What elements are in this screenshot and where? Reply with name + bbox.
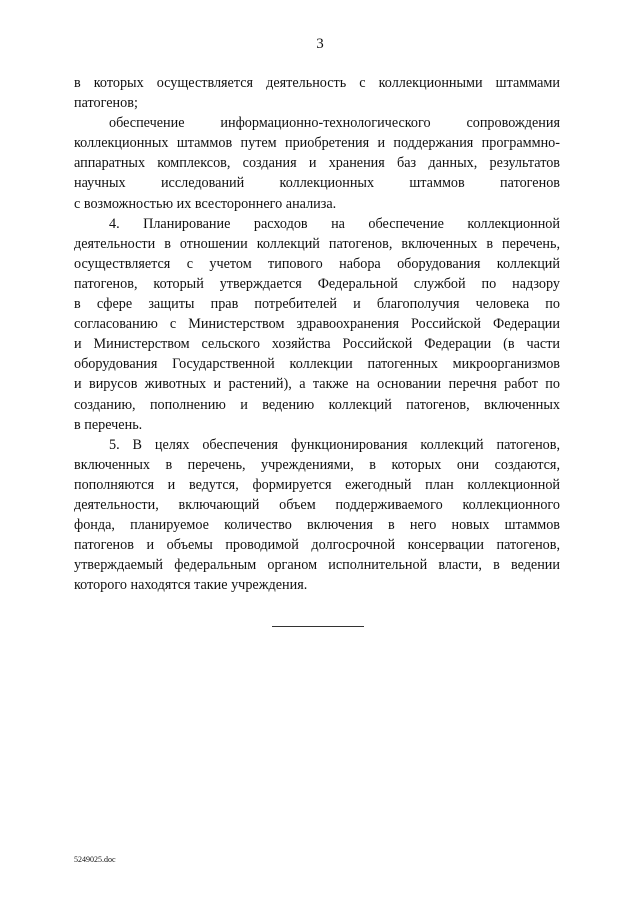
text-line: деятельности, включающий объем поддерживаемого коллекционного [74,496,560,513]
text-line: деятельности в отношении коллекций патогенов, включенных в перечень, [74,235,560,252]
text-line: научных исследований коллекционных штаммов патогенов [74,175,560,192]
paragraph-continuation [74,73,560,113]
file-code: 5249025.doc [74,855,116,864]
text-line: патогенов и объемы проводимой долгосрочной консервации патогенов, [74,537,560,554]
text-line: аппаратных комплексов, создания и хранения баз данных, результатов [74,155,560,172]
text-line: коллекционных штаммов путем приобретения и поддержания программно- [74,135,560,152]
text-line: в перечень. [74,416,143,433]
text-line: пополняются и ведутся, формируется ежегодный план коллекционной [74,476,560,493]
text-line: патогенов; [74,95,138,112]
text-line: 5. В целях обеспечения функционирования коллекций патогенов, [109,436,560,453]
text-line: фонда, планируемое количество включения в него новых штаммов [74,517,560,534]
text-line: согласованию с Министерством здравоохранения Российской Федерации [74,316,560,333]
text-line: обеспечение информационно-технологического сопровождения [109,115,560,132]
text-line: в сфере защиты прав потребителей и благополучия человека по [74,296,560,313]
text-line: утверждаемый федеральным органом исполнительной власти, в ведении [74,557,560,574]
text-line: патогенов, который утверждается Федеральной службой по надзору [74,275,560,292]
text-line: в которых осуществляется деятельность с коллекционными штаммами [74,75,560,91]
text-line: включенных в перечень, учреждениями, в которых они создаются, [74,456,560,473]
text-line: которого находятся такие учреждения. [74,577,308,594]
text-line: и Министерством сельского хозяйства Российской Федерации (в части [74,336,560,353]
page-number: 3 [316,36,324,52]
text-line: осуществляется с учетом типового набора оборудования коллекций [74,255,560,272]
closing-divider [272,626,364,627]
text-line: созданию, пополнению и ведению коллекций патогенов, включенных [74,396,560,413]
document-body [74,73,560,595]
paragraph-item-5 [74,435,560,596]
text-line: и вирусов животных и растений), а также на основании перечня работ по [74,376,560,393]
paragraph-item-4 [74,214,560,435]
text-line: оборудования Государственной коллекции патогенных микроорганизмов [74,356,560,373]
text-line: с возможностью их всестороннего анализа. [74,195,337,212]
text-line: 4. Планирование расходов на обеспечение коллекционной [109,215,560,232]
paragraph-info-support [74,113,560,213]
